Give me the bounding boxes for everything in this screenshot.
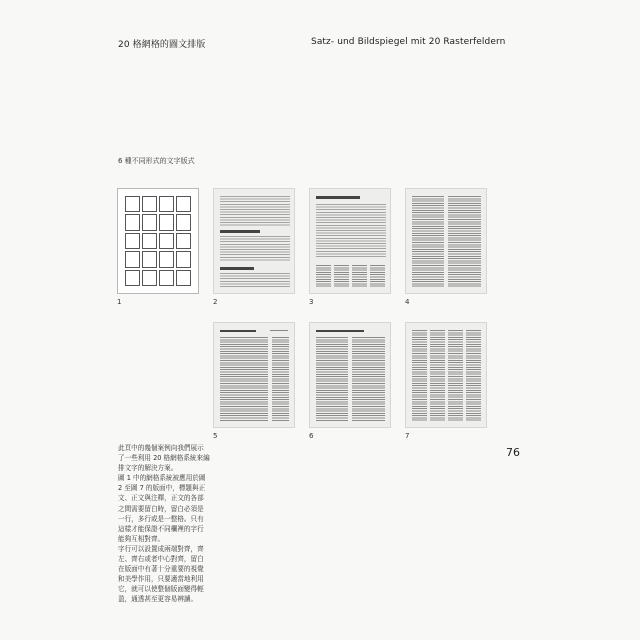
- grid-cell: [125, 251, 140, 267]
- grid-cell: [159, 196, 174, 212]
- chapter-title-german: Satz- und Bildspiegel mit 20 Rasterfeldern: [311, 37, 506, 47]
- chapter-title-chinese: 20 格網格的圖文排版: [118, 40, 206, 50]
- text-column-narrow: [272, 337, 289, 421]
- grid-cell: [176, 214, 191, 230]
- grid-20-fields: [125, 196, 191, 286]
- text-column: [412, 196, 444, 287]
- text-column: [370, 265, 385, 287]
- section-title: 6 種不同形式的文字版式: [118, 157, 195, 165]
- text-column: [412, 330, 427, 421]
- text-block: [220, 273, 290, 287]
- headline: [220, 330, 256, 332]
- text-column: [448, 196, 481, 287]
- grid-cell: [142, 233, 157, 249]
- thumbnail-number: 6: [309, 432, 314, 440]
- thumbnail-layout-7: [405, 322, 487, 428]
- text-column: [352, 337, 385, 421]
- text-column: [334, 265, 349, 287]
- grid-cell: [142, 251, 157, 267]
- text-column: [316, 337, 348, 421]
- headline: [316, 196, 360, 199]
- body-paragraph: 圖 1 中的網格系統被應用於圖 2 至圖 7 的版面中，標題與正文、正文與注釋，正文的各部之間需要留白時，留白必須是一行，多行或是一整格。只有這樣才能保證不同欄裡的字行能夠互相對齊。: [118, 474, 206, 543]
- body-paragraph: 字行可以設置成兩端對齊，齊左、齊右或者中心對齊，留白在版面中有著十分重要的視覺和美學作用，只要適當地利用它，就可以使整個版面變得輕盈，通透甚至更容易辨讀。: [118, 544, 204, 604]
- grid-cell: [176, 233, 191, 249]
- grid-cell: [176, 270, 191, 286]
- text-column: [316, 265, 331, 287]
- grid-cell: [159, 214, 174, 230]
- subheading: [220, 230, 260, 233]
- text-column: [352, 265, 367, 287]
- grid-cell: [125, 270, 140, 286]
- grid-cell: [159, 251, 174, 267]
- text-block: [220, 196, 290, 226]
- grid-cell: [176, 251, 191, 267]
- text-column: [430, 330, 445, 421]
- grid-cell: [142, 196, 157, 212]
- subheading: [220, 267, 254, 270]
- grid-cell: [125, 214, 140, 230]
- thumbnail-layout-5: [213, 322, 295, 428]
- text-column: [448, 330, 463, 421]
- thumbnail-layout-3: [309, 188, 391, 294]
- text-column: [466, 330, 481, 421]
- headline: [316, 330, 364, 332]
- thumbnail-number: 5: [213, 432, 218, 440]
- grid-cell: [176, 196, 191, 212]
- thumbnail-layout-4: [405, 188, 487, 294]
- thumbnail-number: 1: [117, 298, 122, 306]
- thumbnail-number: 2: [213, 298, 218, 306]
- grid-cell: [142, 214, 157, 230]
- page-number: 76: [506, 446, 520, 459]
- grid-cell: [125, 233, 140, 249]
- thumbnail-number: 7: [405, 432, 410, 440]
- body-paragraph: 此頁中的幾個案例向我們展示了一些利用 20 格網格系統來編排文字的解決方案。: [118, 444, 210, 473]
- thumbnail-layout-2: [213, 188, 295, 294]
- grid-cell: [159, 270, 174, 286]
- thumbnail-grid-diagram: [117, 188, 199, 294]
- grid-cell: [142, 270, 157, 286]
- thumbnail-number: 4: [405, 298, 410, 306]
- thumbnail-number: 3: [309, 298, 314, 306]
- body-text: [118, 443, 210, 605]
- text-column-wide: [220, 337, 268, 421]
- text-block: [316, 204, 386, 258]
- running-head: [270, 330, 288, 331]
- grid-cell: [159, 233, 174, 249]
- text-block: [220, 236, 290, 262]
- grid-cell: [125, 196, 140, 212]
- thumbnail-layout-6: [309, 322, 391, 428]
